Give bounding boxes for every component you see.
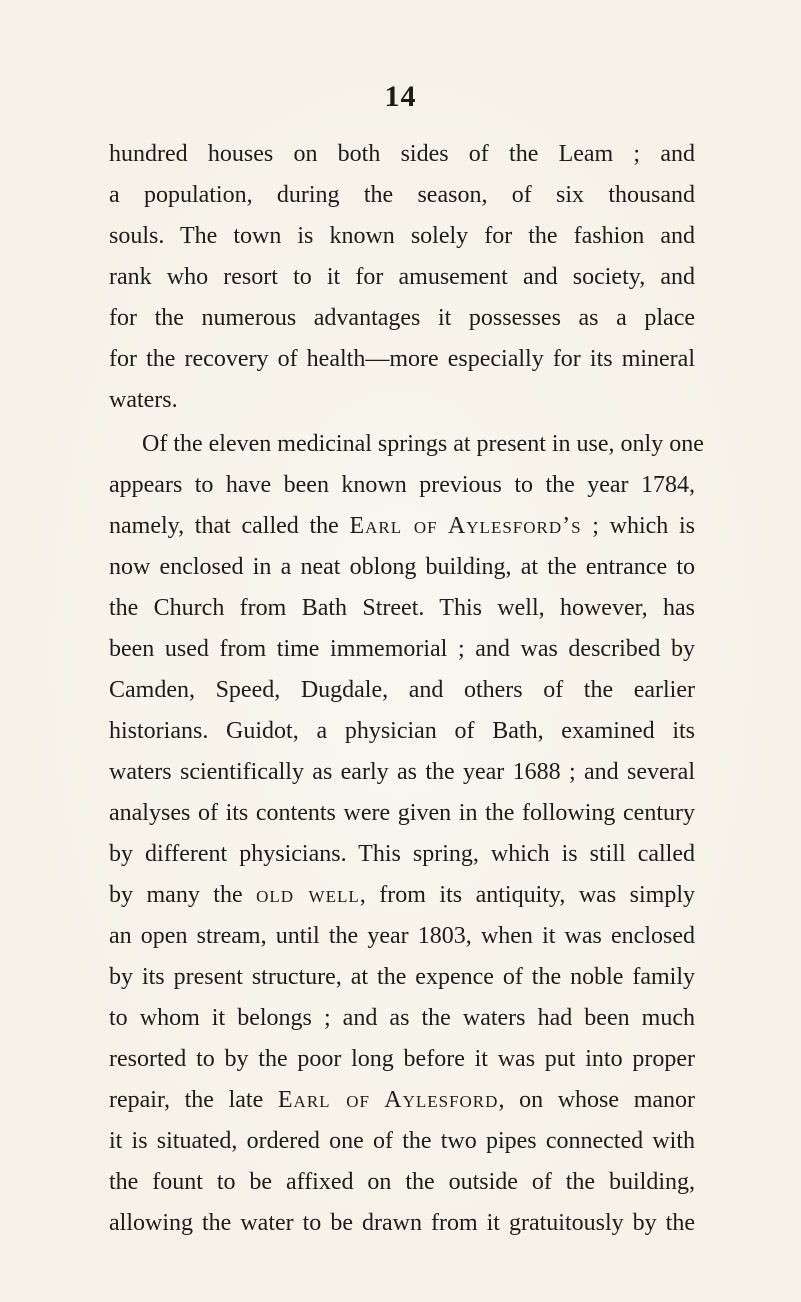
text-run: namely, that called the	[109, 513, 350, 539]
text-run: it is situated, ordered one of the two pipes connected with	[109, 1128, 695, 1154]
text-run: , on whose manor	[498, 1087, 696, 1113]
text-line	[109, 216, 695, 257]
text-run: analyses of its contents were given in the following century	[109, 800, 695, 826]
text-line	[109, 1039, 695, 1080]
text-line	[109, 175, 695, 216]
text-line	[109, 1080, 695, 1121]
text-line	[109, 875, 695, 916]
text-run: historians. Guidot, a physician of Bath, examined its	[109, 718, 695, 744]
text-line	[109, 711, 695, 752]
paragraph-1	[109, 134, 695, 421]
text-run: for the recovery of health—more especially for its mineral	[109, 346, 695, 372]
text-line	[109, 298, 695, 339]
text-run: repair, the late	[109, 1087, 278, 1113]
text-run: ; which is	[581, 513, 696, 539]
text-run: now enclosed in a neat oblong building, at the entrance to	[109, 554, 695, 580]
text-line	[109, 134, 695, 175]
text-run: souls. The town is known solely for the fashion and	[109, 223, 695, 249]
text-line	[109, 380, 695, 421]
text-line	[109, 793, 695, 834]
text-run: by different physicians. This spring, which is still called	[109, 841, 695, 867]
text-line	[109, 547, 695, 588]
small-caps-name: Earl of Aylesford	[277, 1087, 499, 1113]
small-caps-name: Earl of Aylesford’s	[349, 513, 582, 539]
text-run: been used from time immemorial ; and was described by	[109, 636, 695, 662]
text-run: the Church from Bath Street. This well, however, has	[109, 595, 695, 621]
text-line	[109, 506, 695, 547]
text-run: hundred houses on both sides of the Leam ; and	[109, 141, 695, 167]
text-run: waters scientifically as early as the year 1688 ; and several	[109, 759, 695, 785]
text-run: waters.	[109, 387, 178, 413]
text-run: by many the	[109, 882, 257, 908]
text-line	[109, 752, 695, 793]
text-run: a population, during the season, of six thousand	[109, 182, 695, 208]
text-run: resorted to by the poor long before it was put into proper	[109, 1046, 695, 1072]
text-run: Of the eleven medicinal springs at present in use, only one	[142, 431, 704, 457]
page-number: 14	[384, 80, 417, 113]
text-run: , from its antiquity, was simply	[359, 882, 696, 908]
text-line	[109, 588, 695, 629]
paragraph-2	[109, 424, 704, 1244]
text-line	[109, 916, 695, 957]
text-line	[109, 339, 695, 380]
text-line	[109, 1121, 695, 1162]
text-line	[109, 1203, 695, 1244]
text-run: appears to have been known previous to the year 1784,	[109, 472, 695, 498]
text-line	[109, 670, 695, 711]
text-run: to whom it belongs ; and as the waters had been much	[109, 1005, 695, 1031]
text-line	[109, 629, 695, 670]
text-run: for the numerous advantages it possesses as a place	[109, 305, 695, 331]
text-line	[109, 465, 695, 506]
text-line	[109, 957, 695, 998]
text-line	[109, 1162, 695, 1203]
text-run: by its present structure, at the expence of the noble family	[109, 964, 695, 990]
text-run: an open stream, until the year 1803, when it was enclosed	[109, 923, 695, 949]
small-caps-name: old well	[256, 882, 360, 908]
text-run: rank who resort to it for amusement and society, and	[109, 264, 695, 290]
text-line	[109, 834, 695, 875]
text-line	[109, 998, 695, 1039]
text-run: Camden, Speed, Dugdale, and others of the earlier	[109, 677, 695, 703]
text-run: allowing the water to be drawn from it gratuitously by the	[109, 1210, 695, 1236]
text-line	[109, 257, 695, 298]
text-run: the fount to be affixed on the outside of the building,	[109, 1169, 695, 1195]
text-line	[109, 424, 704, 465]
